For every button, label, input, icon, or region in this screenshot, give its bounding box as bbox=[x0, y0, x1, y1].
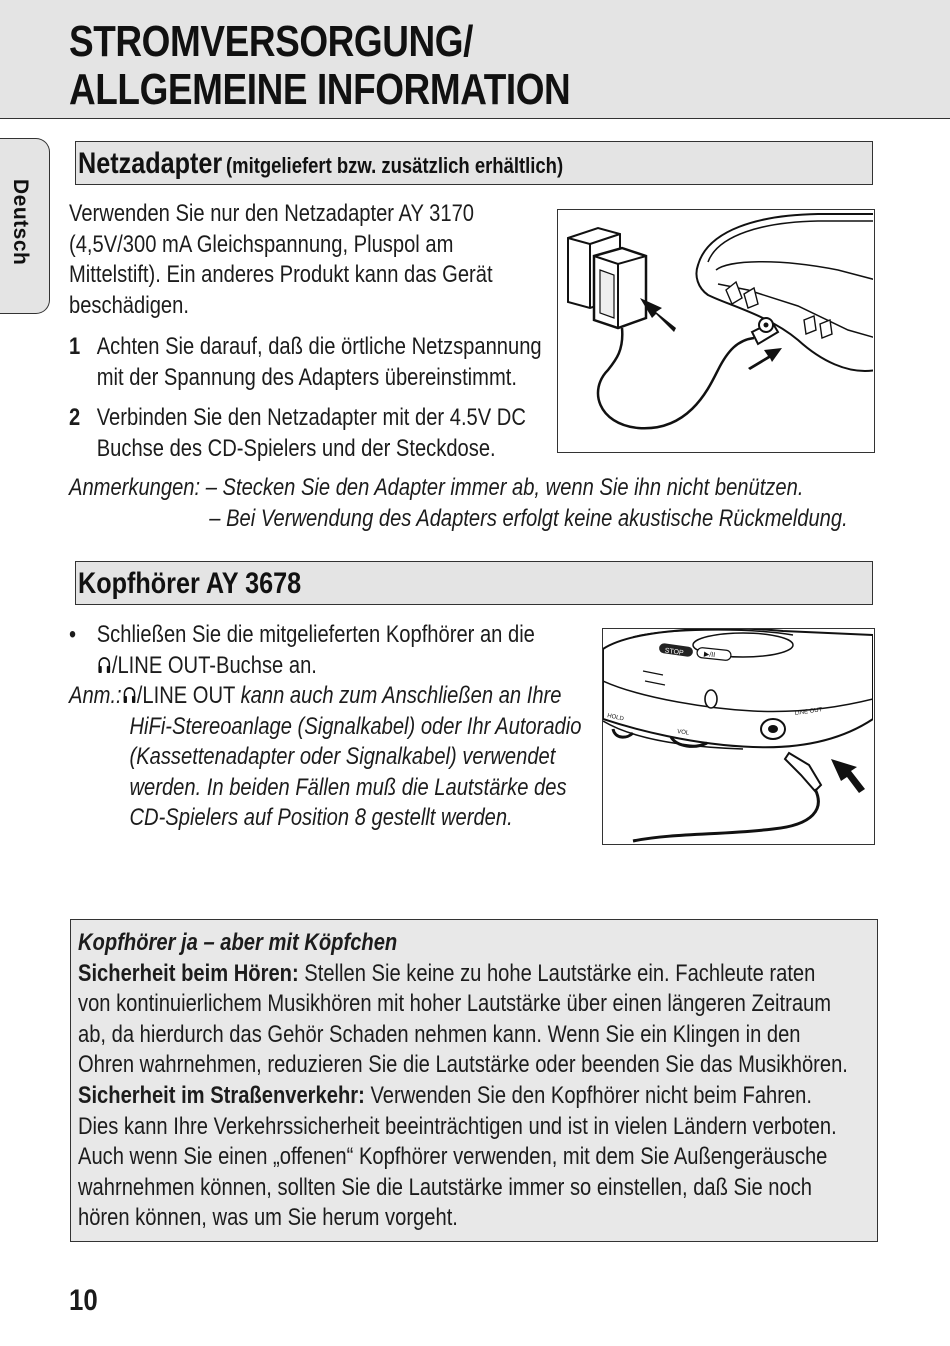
note-line: (Kassettenadapter oder Signalkabel) verwendet bbox=[129, 743, 556, 771]
adapter-intro-line: beschädigen. bbox=[69, 291, 189, 319]
hold-label: HOLD bbox=[606, 713, 625, 723]
adapter-heading-sub: (mitgeliefert bzw. zusätzlich erhältlich) bbox=[225, 153, 564, 178]
adapter-heading: Netzadapter bbox=[78, 147, 223, 180]
note-line: werden. In beiden Fällen muß die Lautstärke des bbox=[129, 773, 567, 801]
safety-p2-bold: Sicherheit im Straßenverkehr: bbox=[78, 1081, 365, 1109]
safety-text bbox=[78, 928, 848, 1234]
safety-box bbox=[70, 919, 878, 1242]
stop-label: STOP bbox=[664, 647, 684, 658]
safety-line: von kontinuierlichem Musikhören mit hoher Lautstärke über einen längeren Zeitraum bbox=[78, 990, 832, 1018]
adapter-intro-line: (4,5V/300 mA Gleichspannung, Pluspol am bbox=[69, 230, 454, 258]
safety-line: Verwenden Sie den Kopfhörer nicht beim Fahren. bbox=[370, 1081, 812, 1109]
note-line: HiFi-Stereoanlage (Signalkabel) oder Ihr Autoradio bbox=[129, 712, 582, 740]
headphones-icon bbox=[122, 685, 137, 705]
safety-line: Ohren wahrnehmen, reduzieren Sie die Lautstärke oder beenden Sie das Musikhören. bbox=[78, 1051, 848, 1079]
headphones-bullet bbox=[69, 620, 535, 681]
adapter-drawing bbox=[558, 210, 873, 451]
headphones-heading: Kopfhörer AY 3678 bbox=[78, 567, 302, 600]
step-text-line: Achten Sie darauf, daß die örtliche Netzspannung bbox=[96, 333, 542, 360]
section-heading-headphones bbox=[75, 561, 873, 605]
line-out-label: LINE OUT bbox=[794, 707, 823, 717]
page-title-line-1: STROMVERSORGUNG/ bbox=[69, 17, 473, 66]
note-line: kann auch zum Anschließen an Ihre bbox=[240, 682, 562, 709]
step-number: 1 bbox=[69, 333, 81, 360]
page-header bbox=[0, 0, 950, 119]
safety-title: Kopfhörer ja – aber mit Köpfchen bbox=[78, 929, 398, 956]
vol-label: VOL bbox=[676, 729, 690, 737]
headphones-note bbox=[69, 681, 581, 834]
page-title-line-2: ALLGEMEINE INFORMATION bbox=[69, 65, 571, 114]
headphones-illustration bbox=[602, 628, 875, 845]
language-tab-label: Deutsch bbox=[9, 179, 32, 266]
adapter-step-2 bbox=[69, 403, 526, 464]
adapter-step-1 bbox=[69, 332, 542, 393]
headphones-drawing bbox=[603, 629, 873, 843]
adapter-intro-line: Verwenden Sie nur den Netzadapter AY 3170 bbox=[69, 200, 474, 227]
safety-line: Stellen Sie keine zu hohe Lautstärke ein. Fachleute raten bbox=[304, 959, 816, 987]
step-text-line: Verbinden Sie den Netzadapter mit der 4.5V DC bbox=[96, 404, 526, 431]
step-text-line: mit der Spannung des Adapters übereinstimmt. bbox=[96, 363, 517, 391]
language-tab bbox=[0, 138, 50, 314]
note-line: CD-Spielers auf Position 8 gestellt werden. bbox=[129, 804, 513, 832]
safety-line: Dies kann Ihre Verkehrssicherheit beeinträchtigen und ist in vielen Ländern verboten. bbox=[78, 1112, 837, 1140]
bullet-line: Schließen Sie die mitgelieferten Kopfhörer an die bbox=[96, 621, 535, 648]
note-line: – Stecken Sie den Adapter immer ab, wenn Sie ihn nicht benützen. bbox=[205, 474, 804, 501]
safety-line: hören können, was um Sie herum vorgeht. bbox=[78, 1204, 458, 1232]
note-line: – Bei Verwendung des Adapters erfolgt keine akustische Rückmeldung. bbox=[209, 504, 848, 532]
safety-line: wahrnehmen können, sollten Sie die Lautstärke immer so einstellen, daß Sie noch bbox=[78, 1173, 813, 1201]
step-text-line: Buchse des CD-Spielers und der Steckdose. bbox=[96, 434, 496, 462]
note-label: Anm.: bbox=[69, 682, 122, 709]
step-number: 2 bbox=[69, 404, 81, 431]
adapter-intro bbox=[69, 199, 493, 321]
page-number: 10 bbox=[69, 1284, 98, 1317]
adapter-illustration bbox=[557, 209, 875, 453]
adapter-notes bbox=[69, 473, 848, 534]
page-title bbox=[69, 18, 570, 114]
notes-label: Anmerkungen: bbox=[69, 474, 201, 501]
note-label-suffix: /LINE OUT bbox=[136, 682, 235, 709]
section-heading-adapter bbox=[75, 141, 873, 185]
play-label: ▶/II bbox=[703, 650, 716, 660]
adapter-intro-line: Mittelstift). Ein anderes Produkt kann das Gerät bbox=[69, 261, 493, 289]
safety-line: ab, da hierdurch das Gehör Schaden nehmen kann. Wenn Sie ein Klingen in den bbox=[78, 1020, 801, 1048]
bullet-line: /LINE OUT-Buchse an. bbox=[111, 651, 317, 679]
safety-p1-bold: Sicherheit beim Hören: bbox=[78, 959, 299, 987]
safety-line: Auch wenn Sie einen „offenen“ Kopfhörer verwenden, mit dem Sie Außengeräusche bbox=[78, 1143, 828, 1171]
bullet-dot: • bbox=[69, 621, 77, 648]
headphones-icon bbox=[97, 655, 112, 675]
